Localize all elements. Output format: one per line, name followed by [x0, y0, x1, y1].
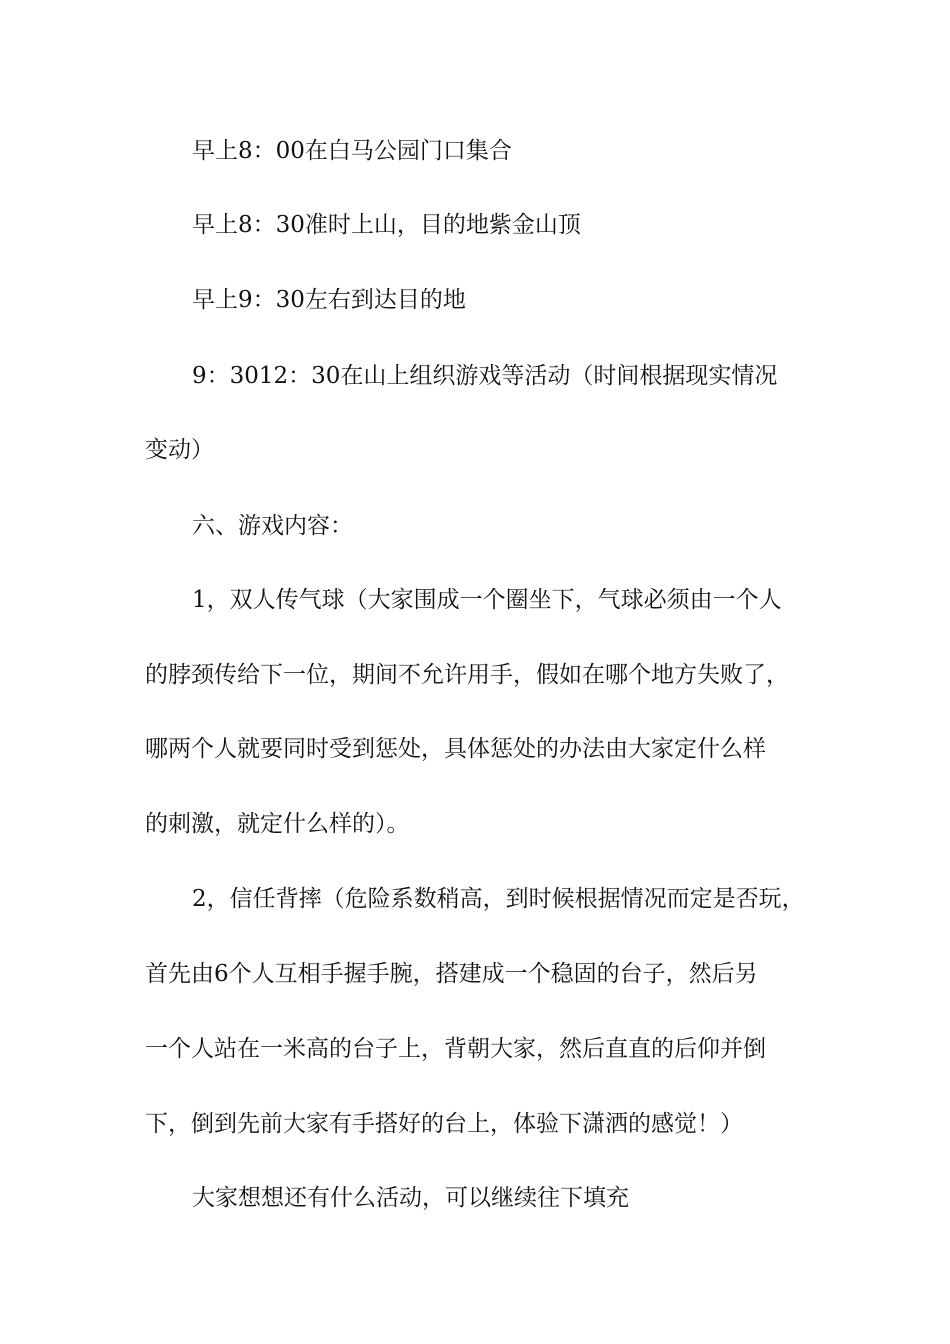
game1-line-1: 1，双人传气球（大家围成一个圈坐下，气球必须由一个人	[192, 587, 782, 613]
schedule-line-activities: 9：3012：30在山上组织游戏等活动（时间根据现实情况	[192, 363, 778, 389]
schedule-line-activities-cont: 变动）	[145, 437, 214, 463]
schedule-line-climb: 早上8：30准时上山，目的地紫金山顶	[192, 212, 581, 238]
game1-line-2: 的脖颈传给下一位，期间不允许用手，假如在哪个地方失败了，	[145, 662, 789, 688]
game2-line-3: 一个人站在一米高的台子上，背朝大家，然后直直的后仰并倒	[145, 1036, 766, 1062]
schedule-line-gather: 早上8：00在白马公园门口集合	[192, 138, 512, 164]
closing-line: 大家想想还有什么活动，可以继续往下填充	[192, 1185, 629, 1211]
game2-line-4: 下，倒到先前大家有手搭好的台上，体验下潇洒的感觉！）	[145, 1111, 743, 1137]
game2-line-2: 首先由6个人互相手握手腕，搭建成一个稳固的台子，然后另	[145, 961, 758, 987]
schedule-line-arrive: 早上9：30左右到达目的地	[192, 287, 466, 313]
game1-line-3: 哪两个人就要同时受到惩处，具体惩处的办法由大家定什么样	[145, 736, 766, 762]
game1-line-4: 的刺激，就定什么样的）。	[145, 811, 410, 837]
section-heading-games: 六、游戏内容：	[192, 513, 353, 539]
game2-line-1: 2，信任背摔（危险系数稍高，到时候根据情况而定是否玩，	[192, 886, 805, 912]
